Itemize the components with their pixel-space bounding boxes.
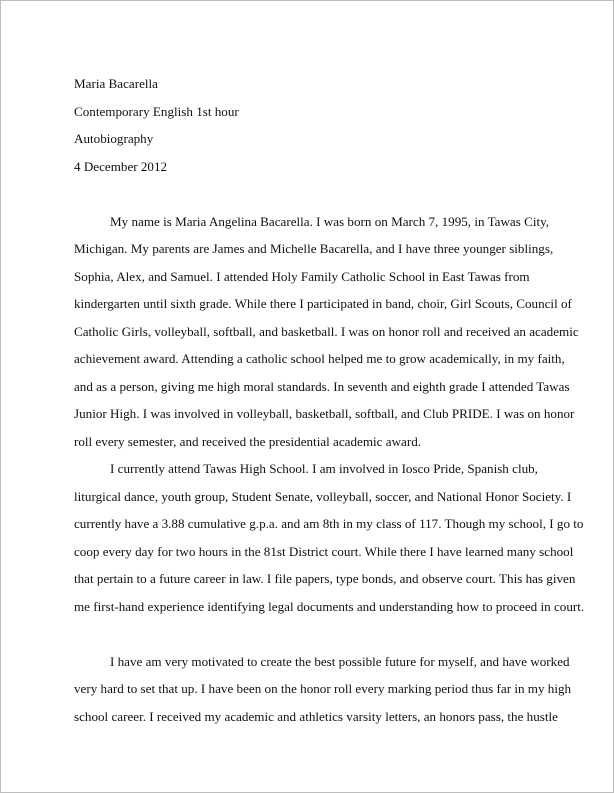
paragraph-1: [74, 208, 579, 456]
paragraph-line: Junior High. I was involved in volleyball, basketball, softball, and Club PRIDE. I was on honor: [74, 406, 575, 421]
paragraph-line: currently have a 3.88 cumulative g.p.a. and am 8th in my class of 117. Though my school, I go to: [74, 516, 584, 531]
author-name: Maria Bacarella: [74, 76, 158, 91]
document-date: 4 December 2012: [74, 158, 168, 174]
paragraph-line: Sophia, Alex, and Samuel. I attended Holy Family Catholic School in East Tawas from: [74, 268, 530, 284]
paragraph-line: and as a person, giving me high moral standards. In seventh and eighth grade I attended Tawas: [74, 378, 570, 394]
blank-line: [74, 180, 549, 208]
paragraph-line: that pertain to a future career in law. I file papers, type bonds, and observe court. This has given: [74, 571, 576, 586]
paragraph-line: liturgical dance, youth group, Student Senate, volleyball, soccer, and National Honor Society. I: [74, 488, 572, 504]
paragraph-line: achievement award. Attending a catholic school helped me to grow academically, in my faith,: [74, 351, 565, 366]
paragraph-line: coop every day for two hours in the 81st District court. While there I have learned many school: [74, 543, 574, 559]
paragraph-line: Michigan. My parents are James and Michelle Bacarella, and I have three younger siblings,: [74, 241, 554, 256]
paragraph-line: kindergarten until sixth grade. While there I participated in band, choir, Girl Scouts, Council of: [74, 296, 572, 311]
paragraph-line: me first-hand experience identifying legal documents and understanding how to proceed in court.: [74, 598, 585, 614]
paragraph-line: My name is Maria Angelina Bacarella. I was born on March 7, 1995, in Tawas City,: [110, 213, 550, 229]
paragraph-line: I currently attend Tawas High School. I am involved in Iosco Pride, Spanish club,: [110, 461, 538, 476]
paragraph-line: very hard to set that up. I have been on the honor roll every marking period thus far in my high: [74, 681, 572, 696]
paragraph-3: [74, 648, 572, 731]
blank-line: [74, 620, 549, 648]
course-name: Contemporary English 1st hour: [74, 103, 239, 119]
paragraph-line: Catholic Girls, volleyball, softball, and basketball. I was on honor roll and received an academic: [74, 323, 579, 339]
paragraph-line: school career. I received my academic and athletics varsity letters, an honors pass, the hustle: [74, 708, 558, 724]
paragraph-2: [74, 455, 585, 620]
paragraph-line: I have am very motivated to create the best possible future for myself, and have worked: [110, 653, 570, 669]
document-body: [74, 70, 585, 730]
assignment-title: Autobiography: [74, 131, 154, 146]
paragraph-line: roll every semester, and received the presidential academic award.: [74, 433, 422, 449]
